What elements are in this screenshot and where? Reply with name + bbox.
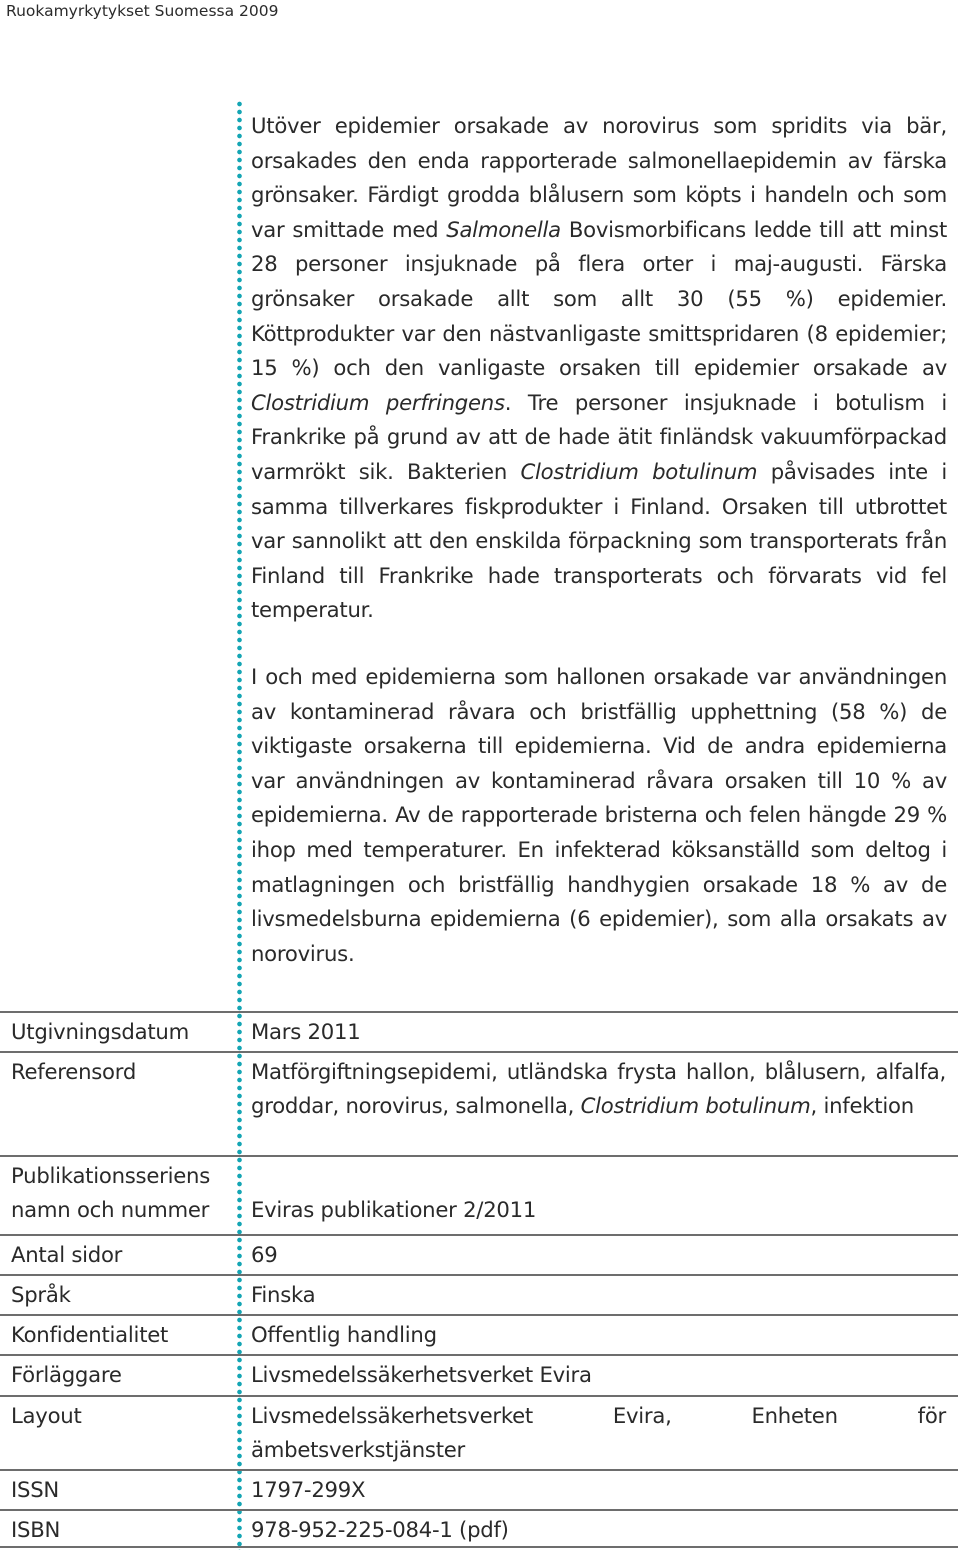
table-bottom-rule	[0, 1546, 958, 1548]
meta-label: ISBN	[11, 1517, 61, 1542]
meta-row-publication-date	[0, 1011, 958, 1053]
keywords-text-2: , infektion	[810, 1092, 914, 1118]
meta-label: Layout	[11, 1403, 82, 1428]
para1-text-4: påvisades inte i samma tillverkares fiskprodukter i Finland. Orsaken till utbrottet var sannolikt att den enskilda förpackning som transporterats från Finland till Frankrike hade transporterats och förvarats vid fel temperatur.	[251, 458, 947, 623]
para1-italic-botulinum: Clostridium botulinum	[520, 458, 758, 484]
meta-label: Språk	[11, 1282, 71, 1307]
running-header: Ruokamyrkytykset Suomessa 2009	[6, 2, 279, 20]
meta-row-confidentiality	[0, 1314, 958, 1356]
para1-italic-perfringens: Clostridium perfringens	[251, 389, 505, 415]
body-paragraph-2: I och med epidemierna som hallonen orsakade var användningen av kontaminerad råvara och bristfällig upphettning (58 %) de viktigaste orsakerna till epidemierna. Vid de andra epidemierna var användningen av kontaminerad råvara orsaken till 10 % av epidemierna. Av de rapporterade bristerna och felen hängde 29 % ihop med temperaturer. En infekterad köksanställd som deltog i matlagningen och bristfällig handhygien orsakade 18 % av de livsmedelsburna epidemierna (6 epidemier), som alla orsakats av norovirus.	[251, 664, 947, 966]
meta-value: 1797-299X	[251, 1477, 366, 1502]
meta-value: Offentlig handling	[251, 1322, 437, 1347]
meta-row-pages	[0, 1234, 958, 1276]
meta-label: Konfidentialitet	[11, 1322, 169, 1347]
meta-row-series	[0, 1155, 958, 1236]
meta-value: Eviras publikationer 2/2011	[251, 1197, 537, 1222]
body-paragraph-1	[251, 109, 947, 628]
meta-label: Utgivningsdatum	[11, 1019, 189, 1044]
meta-value	[251, 1055, 946, 1122]
series-label-line-1: Publikationsseriens	[11, 1163, 210, 1188]
meta-row-layout	[0, 1395, 958, 1471]
para1-text-3: . Tre personer insjuknade i botulism i Frankrike på grund av att de hade ätit finländsk vakuumförpackad varmrökt sik. Bakterien	[251, 389, 947, 484]
meta-row-keywords	[0, 1051, 958, 1157]
keywords-text-1: Matförgiftningsepidemi, utländska frysta hallon, blålusern, alfalfa, groddar, norovirus, salmonella,	[251, 1059, 946, 1118]
keywords-italic: Clostridium botulinum	[580, 1092, 811, 1118]
meta-label: Referensord	[11, 1059, 137, 1084]
meta-value: Finska	[251, 1282, 316, 1307]
meta-label: Förläggare	[11, 1362, 122, 1387]
meta-row-publisher	[0, 1354, 958, 1397]
para1-text-2: Bovismorbificans ledde till att minst 28 personer insjuknade på flera orter i maj-augusti. Färska grönsaker orsakade allt som allt 30 (55 %) epidemier. Köttprodukter var den nästvanligaste smittspridaren (8 epidemier; 15 %) och den vanligaste orsaken till epidemier orsakade av	[251, 216, 947, 381]
para1-text-1: Utöver epidemier orsakade av norovirus som spridits via bär, orsakades den enda rapporterade salmonellaepidemin av färska grönsaker. Färdigt grodda blålusern som köpts i handeln och som var smittade med	[251, 113, 947, 242]
meta-value: 69	[251, 1242, 278, 1267]
meta-label	[11, 1159, 236, 1226]
meta-value: 978-952-225-084-1 (pdf)	[251, 1517, 509, 1542]
series-label-line-2: namn och nummer	[11, 1196, 210, 1222]
meta-value: Livsmedelssäkerhetsverket Evira	[251, 1362, 592, 1387]
meta-label: Antal sidor	[11, 1242, 123, 1267]
meta-label: ISSN	[11, 1477, 59, 1502]
para1-italic-salmonella: Salmonella	[446, 216, 561, 242]
meta-value: Mars 2011	[251, 1019, 361, 1044]
meta-row-language	[0, 1274, 958, 1316]
meta-value: Livsmedelssäkerhetsverket Evira, Enheten för ämbetsverkstjänster	[251, 1403, 946, 1462]
meta-row-issn	[0, 1469, 958, 1511]
meta-row-isbn	[0, 1509, 958, 1548]
